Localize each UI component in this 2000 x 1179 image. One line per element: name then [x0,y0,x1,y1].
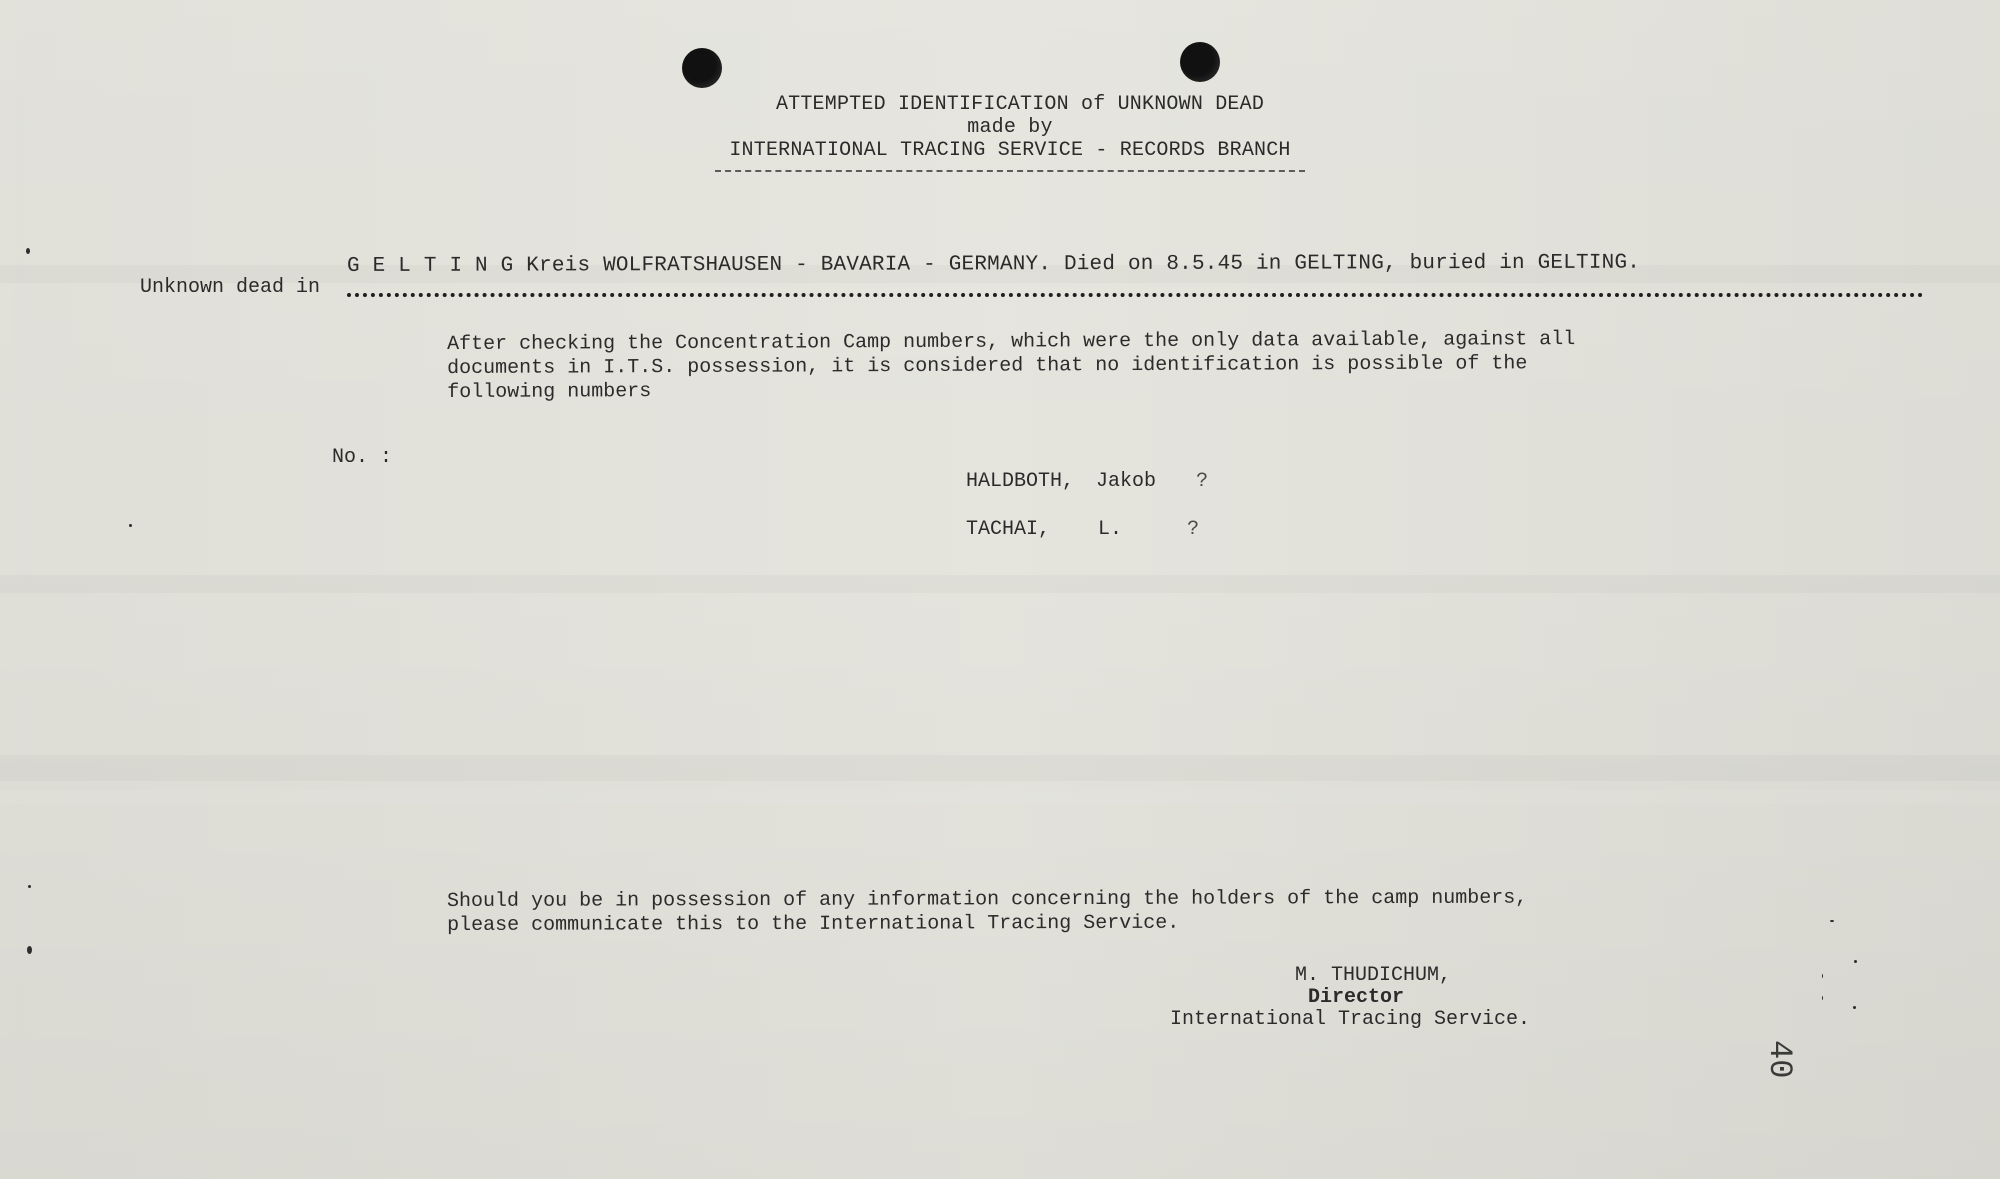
communication-paragraph: Should you be in possession of any information concerning the holders of the camp numbers, please communicate this to the International Tracing Service. [447,886,1528,937]
unknown-dead-row [140,251,1920,299]
name-entry-2 [966,518,1199,541]
page-number: 40 [1761,1040,1798,1079]
document-header [700,93,1320,172]
question-mark-2: ? [1187,518,1200,541]
signatory-name: M. THUDICHUM, [1294,964,1452,987]
unknown-dead-dotted-line [347,251,1924,297]
first-name-1: Jakob [1096,470,1157,493]
identification-paragraph: After checking the Concentration Camp numbers, which were the only data available, against all documents in I.T.S. possession, it is considered that no identification is possible of the following numbers [447,328,1576,404]
paper-speck [1822,974,1823,978]
signatory-role: Director [1307,986,1404,1009]
number-label: No. : [332,446,393,469]
surname-1: HALDBOTH, [966,470,1075,493]
name-entry-1 [966,470,1208,493]
header-line-2: made by [967,116,1053,139]
paper-speck [1822,996,1823,1000]
unknown-dead-label: Unknown dead in [140,276,321,299]
signature-block [1152,965,1552,1031]
first-name-2: L. [1098,518,1123,541]
paper-speck [129,524,132,527]
paper-speck [28,885,31,888]
question-mark-1: ? [1196,470,1209,493]
paper-speck [27,946,32,954]
header-line-1: ATTEMPTED IDENTIFICATION of UNKNOWN DEAD [775,93,1265,116]
paper-speck [1854,960,1857,963]
punch-hole-right-icon [1180,42,1220,82]
signatory-organization: International Tracing Service. [1169,1008,1531,1031]
header-dashed-rule [715,170,1305,172]
paper-speck [1853,1006,1856,1009]
paper-band [0,790,2000,804]
surname-2: TACHAI, [966,518,1051,541]
paper-speck [26,248,30,254]
header-line-3: INTERNATIONAL TRACING SERVICE - RECORDS BRANCH [729,139,1291,162]
paper-band [0,755,2000,781]
punch-hole-left-icon [682,48,722,88]
paper-speck [1830,920,1834,922]
unknown-dead-details: G E L T I N G Kreis WOLFRATSHAUSEN - BAVARIA - GERMANY. Died on 8.5.45 in GELTING, buried in GELTING. [347,251,1641,278]
paper-band [0,575,2000,593]
